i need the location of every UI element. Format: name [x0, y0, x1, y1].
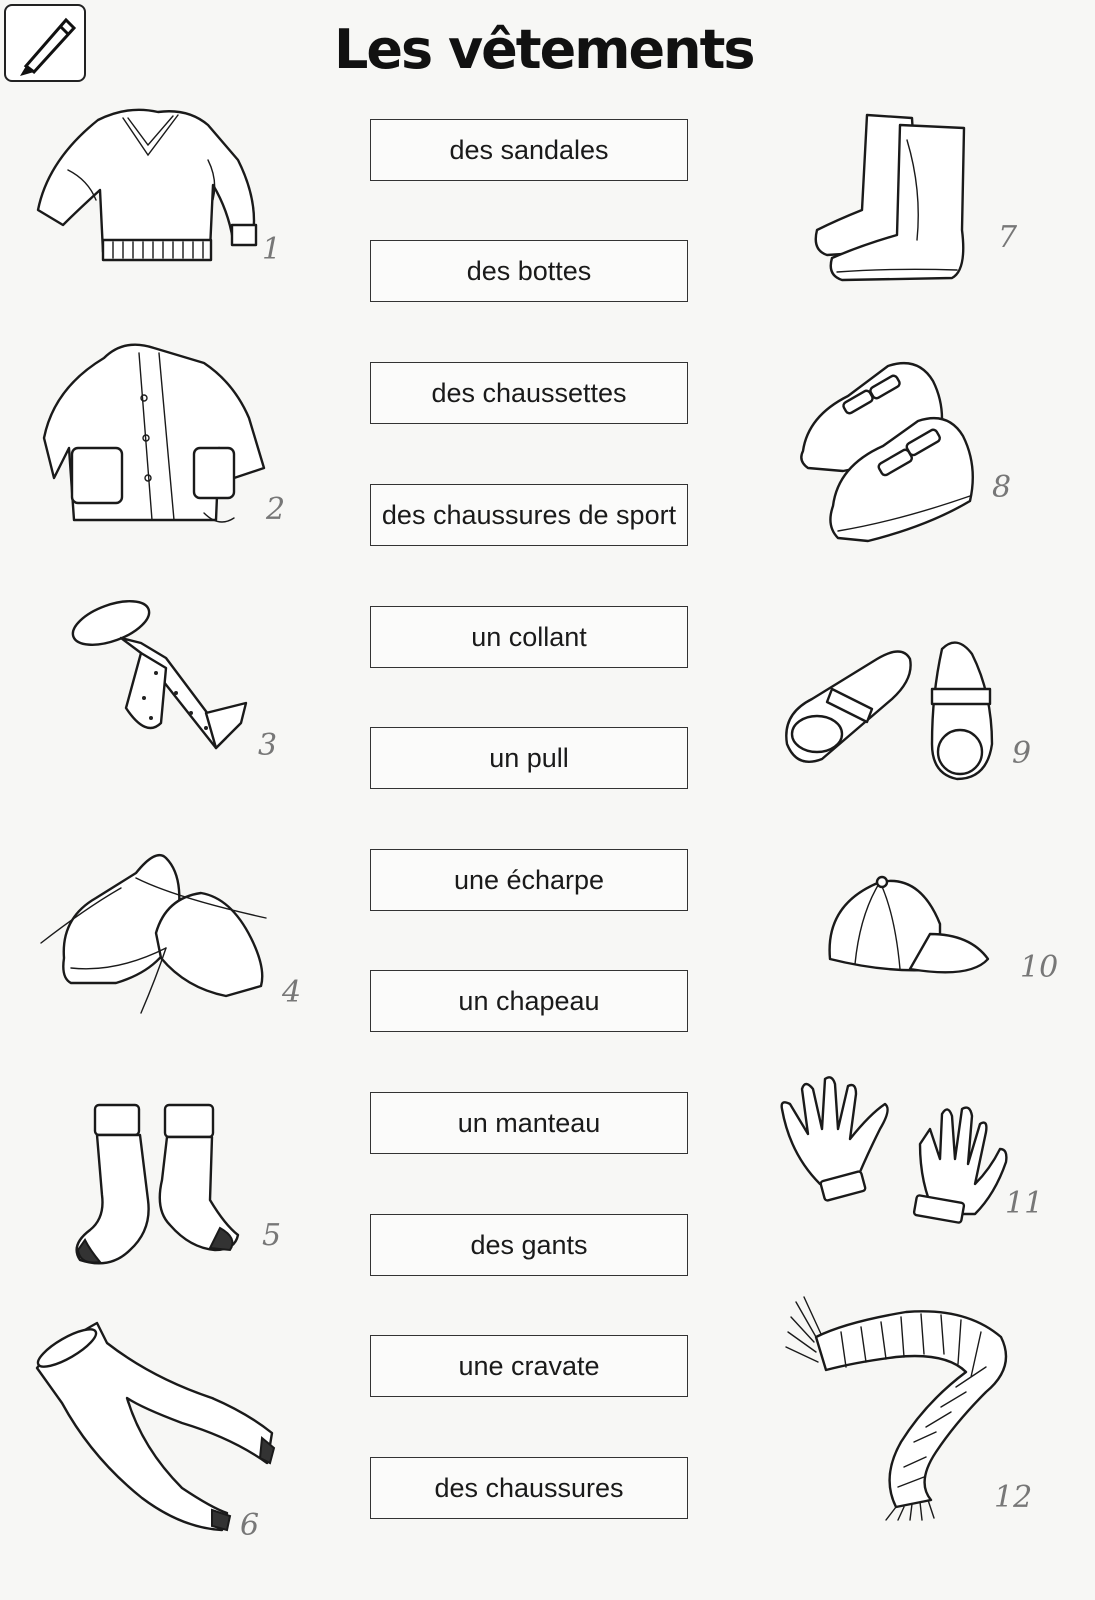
page-title: Les vêtements [334, 18, 754, 81]
scarf-icon [786, 1282, 1018, 1520]
word-box-sandales: des sandales [370, 119, 688, 181]
word-box-bottes: des bottes [370, 240, 688, 302]
number-label: 11 [1005, 1186, 1044, 1221]
word-box-pull: un pull [370, 727, 688, 789]
number-label: 12 [994, 1480, 1033, 1515]
number-label: 8 [992, 470, 1012, 505]
jacket-icon [44, 338, 269, 528]
word-box-gants: des gants [370, 1214, 688, 1276]
word-box-chapeau: un chapeau [370, 970, 688, 1032]
word-box-chaussures: des chaussures [370, 1457, 688, 1519]
cap-icon [820, 874, 990, 982]
number-label: 1 [262, 232, 282, 267]
socks-icon [70, 1100, 240, 1270]
word-box-collant: un collant [370, 606, 688, 668]
number-label: 9 [1012, 736, 1032, 771]
tie-icon [66, 598, 251, 760]
number-label: 6 [240, 1508, 260, 1543]
number-label: 7 [998, 220, 1018, 255]
sandals-icon [782, 634, 994, 782]
shoes-icon [36, 818, 274, 1018]
tights-icon [32, 1318, 277, 1536]
number-label: 10 [1020, 950, 1059, 985]
pencil-icon [4, 4, 86, 82]
word-box-cravate: une cravate [370, 1335, 688, 1397]
word-box-manteau: un manteau [370, 1092, 688, 1154]
boots-icon [812, 110, 972, 288]
word-box-chaussettes: des chaussettes [370, 362, 688, 424]
number-label: 4 [282, 975, 302, 1010]
number-label: 3 [258, 728, 278, 763]
number-label: 2 [266, 492, 286, 527]
sneakers-icon [798, 356, 978, 546]
number-label: 5 [262, 1218, 282, 1253]
word-box-echarpe: une écharpe [370, 849, 688, 911]
word-box-chaussures-de-sport: des chaussures de sport [370, 484, 688, 546]
gloves-icon [780, 1074, 1010, 1224]
sweater-icon [28, 100, 268, 270]
